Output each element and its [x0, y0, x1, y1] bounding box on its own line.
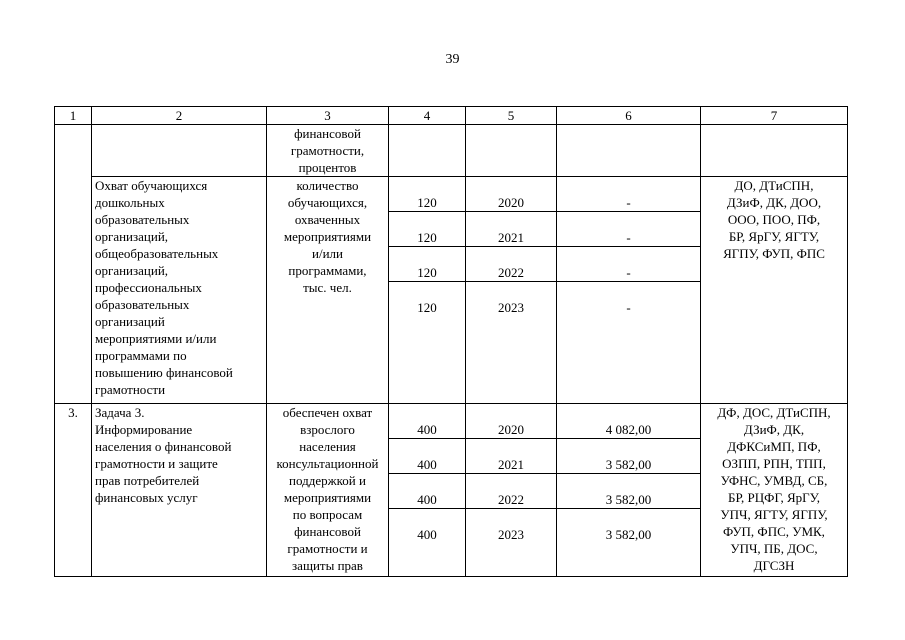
executors-cell: ДФ, ДОС, ДТиСПН, ДЗиФ, ДК, ДФКСиМП, ПФ, ОЗПП, РПН, ТПП, УФНС, УМВД, СБ, БР, РЦФГ, ЯрГУ, УПЧ, ЯГТУ, ЯГПУ, ФУП, ФПС, УМК, УПЧ, ПБ, ДОС, ДГСЗН	[701, 404, 848, 577]
value-item: 400	[417, 527, 437, 542]
unit-cell: обеспечен охват взрослого населения консультационной поддержкой и мероприятиями по вопросам финансовой грамотности и защиты прав	[267, 404, 389, 577]
amount-item: -	[626, 300, 631, 315]
year-item: 2023	[498, 300, 524, 315]
page-number: 39	[445, 52, 460, 67]
year-item: 2020	[466, 194, 556, 212]
header-cell-3: 3	[267, 107, 389, 125]
unit-cell: финансовой грамотности, процентов	[267, 125, 389, 177]
header-cell-4: 4	[389, 107, 466, 125]
task-cell: Задача 3. Информирование населения о финансовой грамотности и защите прав потребителей финансовых услуг	[92, 404, 267, 577]
value-item: 120	[389, 229, 465, 247]
amount-item: 3 582,00	[557, 491, 700, 509]
executors-cell-empty	[701, 125, 848, 177]
header-cell-2: 2	[92, 107, 267, 125]
unit-cell: количество обучающихся, охваченных мероприятиями и/или программами, тыс. чел.	[267, 177, 389, 404]
value-stack	[389, 404, 466, 577]
year-item: 2022	[466, 264, 556, 282]
year-stack	[466, 404, 557, 577]
header-cell-5: 5	[466, 107, 557, 125]
amount-cell-empty	[557, 125, 701, 177]
table-row-continuation	[55, 125, 848, 177]
table-row-task-3	[55, 404, 848, 577]
value-item: 120	[417, 300, 437, 315]
amount-item: 3 582,00	[557, 456, 700, 474]
amount-stack	[557, 404, 701, 577]
value-item: 400	[389, 421, 465, 439]
header-cell-7: 7	[701, 107, 848, 125]
row-number-cell	[55, 125, 92, 404]
year-stack	[466, 177, 557, 404]
year-item: 2021	[466, 456, 556, 474]
value-cell-empty	[389, 125, 466, 177]
year-item: 2021	[466, 229, 556, 247]
program-table	[54, 106, 848, 577]
row-number-cell: 3.	[55, 404, 92, 577]
year-cell-empty	[466, 125, 557, 177]
header-cell-6: 6	[557, 107, 701, 125]
year-item: 2022	[466, 491, 556, 509]
value-stack	[389, 177, 466, 404]
indicator-cell-empty	[92, 125, 267, 177]
amount-item: -	[557, 229, 700, 247]
value-item: 400	[389, 491, 465, 509]
value-item: 400	[389, 456, 465, 474]
amount-stack	[557, 177, 701, 404]
year-item: 2023	[498, 527, 524, 542]
table-row-students	[55, 177, 848, 404]
executors-cell: ДО, ДТиСПН, ДЗиФ, ДК, ДОО, ООО, ПОО, ПФ, БР, ЯрГУ, ЯГТУ, ЯГПУ, ФУП, ФПС	[701, 177, 848, 404]
value-item: 120	[389, 264, 465, 282]
header-cell-1: 1	[55, 107, 92, 125]
indicator-cell: Охват обучающихся дошкольных образовательных организаций, общеобразовательных организаций, профессиональных образовательных организаций мероприятиями и/или программами по повышению финансовой грамотности	[92, 177, 267, 404]
header-row	[55, 107, 848, 125]
year-item: 2020	[466, 421, 556, 439]
amount-item: 3 582,00	[605, 527, 652, 542]
value-item: 120	[389, 194, 465, 212]
amount-item: -	[557, 194, 700, 212]
amount-item: 4 082,00	[557, 421, 700, 439]
amount-item: -	[557, 264, 700, 282]
